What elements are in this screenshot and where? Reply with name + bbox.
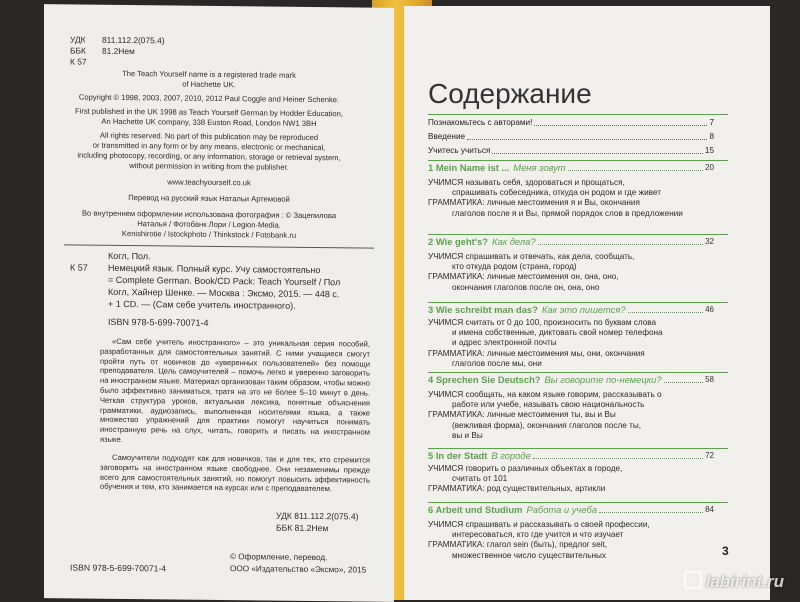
description-line: считать от 101 <box>452 474 508 484</box>
biblio-line-2: = Complete German. Book/CD Pack: Teach Yourself / Пол <box>108 274 341 288</box>
toc-intro-page: 8 <box>709 132 714 141</box>
chapter-2-heading[interactable] <box>428 236 714 247</box>
description-line: глаголов после мы, они <box>452 358 542 368</box>
toc-intro-page: 15 <box>704 146 714 155</box>
description-line: спрашивать собеседника, откуда он родом и где живет <box>452 188 661 198</box>
published-line-1: First published in the UK 1998 as Teach Yourself German by Hodder Education, <box>75 106 343 119</box>
udk-label: УДК <box>70 34 86 45</box>
chapter-6-page: 84 <box>705 505 714 514</box>
translation-credit: Перевод на русский язык Натальи Артемовой <box>128 193 290 204</box>
annotation-paragraph-2: Самоучители подходят как для новичков, так и для тех, кто стремится заговорить на иностранном языке свободнее. Они незаменимы прежде всего для самостоятельных занятий, но помогут повысить эффективность обучения и тем, кто занимается на курсах или с преподавателем. <box>100 452 370 494</box>
chapter-3-ru-title: Как это пишется? <box>541 304 626 315</box>
description-line: ГРАММАТИКА: личные местоимения он, она, оно, <box>428 272 619 282</box>
chapter-4-page: 58 <box>705 375 714 384</box>
chapter-divider <box>428 302 728 303</box>
description-line: УЧИМСЯ спрашивать и рассказывать о своей профессии, <box>428 520 650 529</box>
chapter-2-de-title: 2 Wie geht's? <box>428 236 488 247</box>
website: www.teachyourself.co.uk <box>167 177 251 188</box>
chapter-divider <box>428 502 728 503</box>
chapter-3-de-title: 3 Wie schreibt man das? <box>428 304 538 315</box>
description-line: ГРАММАТИКА: род существительных, артикли <box>428 484 606 494</box>
copyright-line: Copyright © 1998, 2003, 2007, 2010, 2012 Paul Coggle and Heiner Schenke. <box>78 92 340 105</box>
published-line-2: An Hachette UK company, 338 Euston Road, London NW1 3BH <box>101 116 317 129</box>
toc-intro-row[interactable] <box>428 132 714 142</box>
chapter-1-heading[interactable] <box>428 162 714 173</box>
chapter-1-page: 20 <box>705 163 714 172</box>
toc-intro-page: 7 <box>709 118 714 127</box>
description-line: окончания глаголов после он, она, оно <box>452 282 600 292</box>
author-heading: Когл, Пол. <box>108 250 151 262</box>
biblio-line-1: Немецкий язык. Полный курс. Учу самостоятельно <box>108 262 321 276</box>
chapter-divider <box>428 234 728 235</box>
bottom-udk: УДК 811.112.2(075.4) <box>276 510 359 522</box>
description-line: ГРАММАТИКА: личные местоимения ты, вы и Вы <box>428 410 616 420</box>
description-line: глаголов после я и Вы, прямой порядок слов в предложении <box>452 208 683 218</box>
chapter-4-heading[interactable] <box>428 374 714 385</box>
toc-intro-label: Введение <box>428 132 466 141</box>
chapter-3-heading[interactable] <box>428 304 714 315</box>
k-code-catalog: К 57 <box>70 262 88 273</box>
description-line: и имена собственные, диктовать свой номер телефона <box>452 328 663 338</box>
labirint-logo-icon <box>684 571 702 589</box>
trademark-line-2: of Hachette UK. <box>182 79 236 90</box>
description-line: УЧИМСЯ говорить о различных объектах в городе, <box>428 464 623 473</box>
rights-line-2: or transmitted in any form or by any means, electronic or mechanical, <box>92 140 326 153</box>
isbn-catalog: ISBN 978-5-699-70071-4 <box>108 316 209 328</box>
chapter-3-page: 46 <box>705 305 714 314</box>
toc-intro-label: Учитесь учиться <box>428 146 491 155</box>
annotation-paragraph-1: «Сам себе учитель иностранного» – это уникальная серия пособий, разработанных для самостоятельных занятий. С ними учащиеся смогут пройти путь от новичков до «уверенных пользователей» без помощи преподавателя. Цель самоучителей – помочь легко и уверенно заговорить на иностранном языке. Материал организован таким образом, чтобы можно было эффективно заниматься, тратя на это не более 5–10 минут в день. Четкая структура уроков, актуальная лексика, понятные объяснения грамматики, аудиозапись, выполненная носителями языка, а также множество упражнений для практики помогут научиться понимать иностранную речь на слух, читать, говорить и писать на иностранном языке. <box>100 336 370 444</box>
title-underline <box>428 114 728 115</box>
chapter-5-de-title: 5 In der Stadt <box>428 450 488 461</box>
chapter-3-description <box>428 318 728 369</box>
bottom-isbn: ISBN 978-5-699-70071-4 <box>70 562 167 574</box>
rights-line-1: All rights reserved. No part of this publication may be reproduced <box>99 130 319 143</box>
chapter-2-ru-title: Как дела? <box>491 236 536 247</box>
bottom-copyright-2: ООО «Издательство «Эксмо», 2015 <box>230 564 367 575</box>
chapter-6-ru-title: Работа и учеба <box>526 504 597 515</box>
photo-credit-3: Kenishirotie / Istockphoto / Thinkstock / Fotobank.ru <box>121 228 297 240</box>
k-code: К 57 <box>70 56 87 67</box>
biblio-line-3: Когл, Хайнер Шенке. — Москва : Эксмо, 2015. — 448 с. <box>108 286 340 300</box>
chapter-6-de-title: 6 Arbeit und Studium <box>428 504 523 515</box>
chapter-2-page: 32 <box>705 237 714 246</box>
description-line: УЧИМСЯ считать от 0 до 100, произносить по буквам слова <box>428 318 657 327</box>
description-line: ГРАММАТИКА: глагол sein (быть), предлог seit, <box>428 540 608 550</box>
chapter-5-description <box>428 464 728 495</box>
description-line: вы и Вы <box>452 430 483 440</box>
watermark <box>684 571 784 592</box>
description-line: ГРАММАТИКА: личные местоимения я и Вы, окончания <box>428 198 640 208</box>
udk-value: 811.112.2(075.4) <box>102 34 165 46</box>
bottom-bbk: ББК 81.2Нем <box>276 522 329 534</box>
page-number: 3 <box>722 544 729 558</box>
chapter-1-description <box>428 178 728 219</box>
photo-credit-1: Во внутреннем оформлении использована фотография : © Зацепилова <box>81 208 337 221</box>
rights-line-3: including photocopy, recording, or any information, storage or retrieval system, <box>77 150 341 163</box>
chapter-5-ru-title: В городе <box>491 450 531 461</box>
rights-line-4: without permission in writing from the publisher. <box>129 161 289 172</box>
chapter-5-page: 72 <box>705 451 714 460</box>
description-line: УЧИМСЯ сообщать, на каком языке говорим, рассказывать о <box>428 390 662 399</box>
description-line: и адрес электронной почты <box>452 338 557 348</box>
chapter-6-heading[interactable] <box>428 504 714 515</box>
chapter-divider <box>428 372 728 373</box>
bbk-value: 81.2Нем <box>102 45 135 57</box>
chapter-4-de-title: 4 Sprechen Sie Deutsch? <box>428 374 541 385</box>
description-line: ГРАММАТИКА: личные местоимения мы, они, окончания <box>428 348 645 358</box>
chapter-1-ru-title: Меня зовут <box>513 162 566 173</box>
trademark-line-1: The Teach Yourself name is a registered trade mark <box>122 68 296 80</box>
description-line: кто откуда родом (страна, город) <box>452 262 577 272</box>
chapter-5-heading[interactable] <box>428 450 714 461</box>
bbk-label: ББК <box>70 45 86 56</box>
chapter-divider <box>428 160 728 161</box>
left-page-copyright <box>44 4 394 602</box>
divider <box>64 244 374 248</box>
chapter-1-de-title: 1 Mein Name ist ... <box>428 162 510 173</box>
toc-intro-row[interactable] <box>428 146 714 156</box>
chapter-2-description <box>428 252 728 293</box>
watermark-text: labirint.ru <box>705 572 784 591</box>
description-line: УЧИМСЯ называть себя, здороваться и прощаться, <box>428 178 625 187</box>
toc-intro-row[interactable] <box>428 118 714 128</box>
chapter-4-description <box>428 390 728 441</box>
chapter-4-ru-title: Вы говорите по-немецки? <box>544 374 662 385</box>
chapter-6-description <box>428 520 728 561</box>
chapter-divider <box>428 448 728 449</box>
description-line: УЧИМСЯ спрашивать и отвечать, как дела, сообщать, <box>428 252 635 261</box>
bottom-copyright-1: © Оформление, перевод. <box>230 552 328 563</box>
right-page-contents <box>404 6 770 600</box>
toc-intro-label: Познакомьтесь с авторами! <box>428 118 533 127</box>
biblio-line-4: + 1 CD. — (Сам себе учитель иностранного). <box>108 298 296 311</box>
description-line: работе или учебе, называть свою национальность <box>452 400 645 410</box>
description-line: (вежливая форма), окончания глаголов после ты, <box>452 420 641 430</box>
description-line: множественное число существительных <box>452 550 606 560</box>
photo-credit-2: Наталья / Фотобанк Лори / Legion-Media. <box>137 219 281 230</box>
description-line: интересоваться, кто где учится и что изучает <box>452 530 624 540</box>
contents-title: Содержание <box>428 78 592 109</box>
